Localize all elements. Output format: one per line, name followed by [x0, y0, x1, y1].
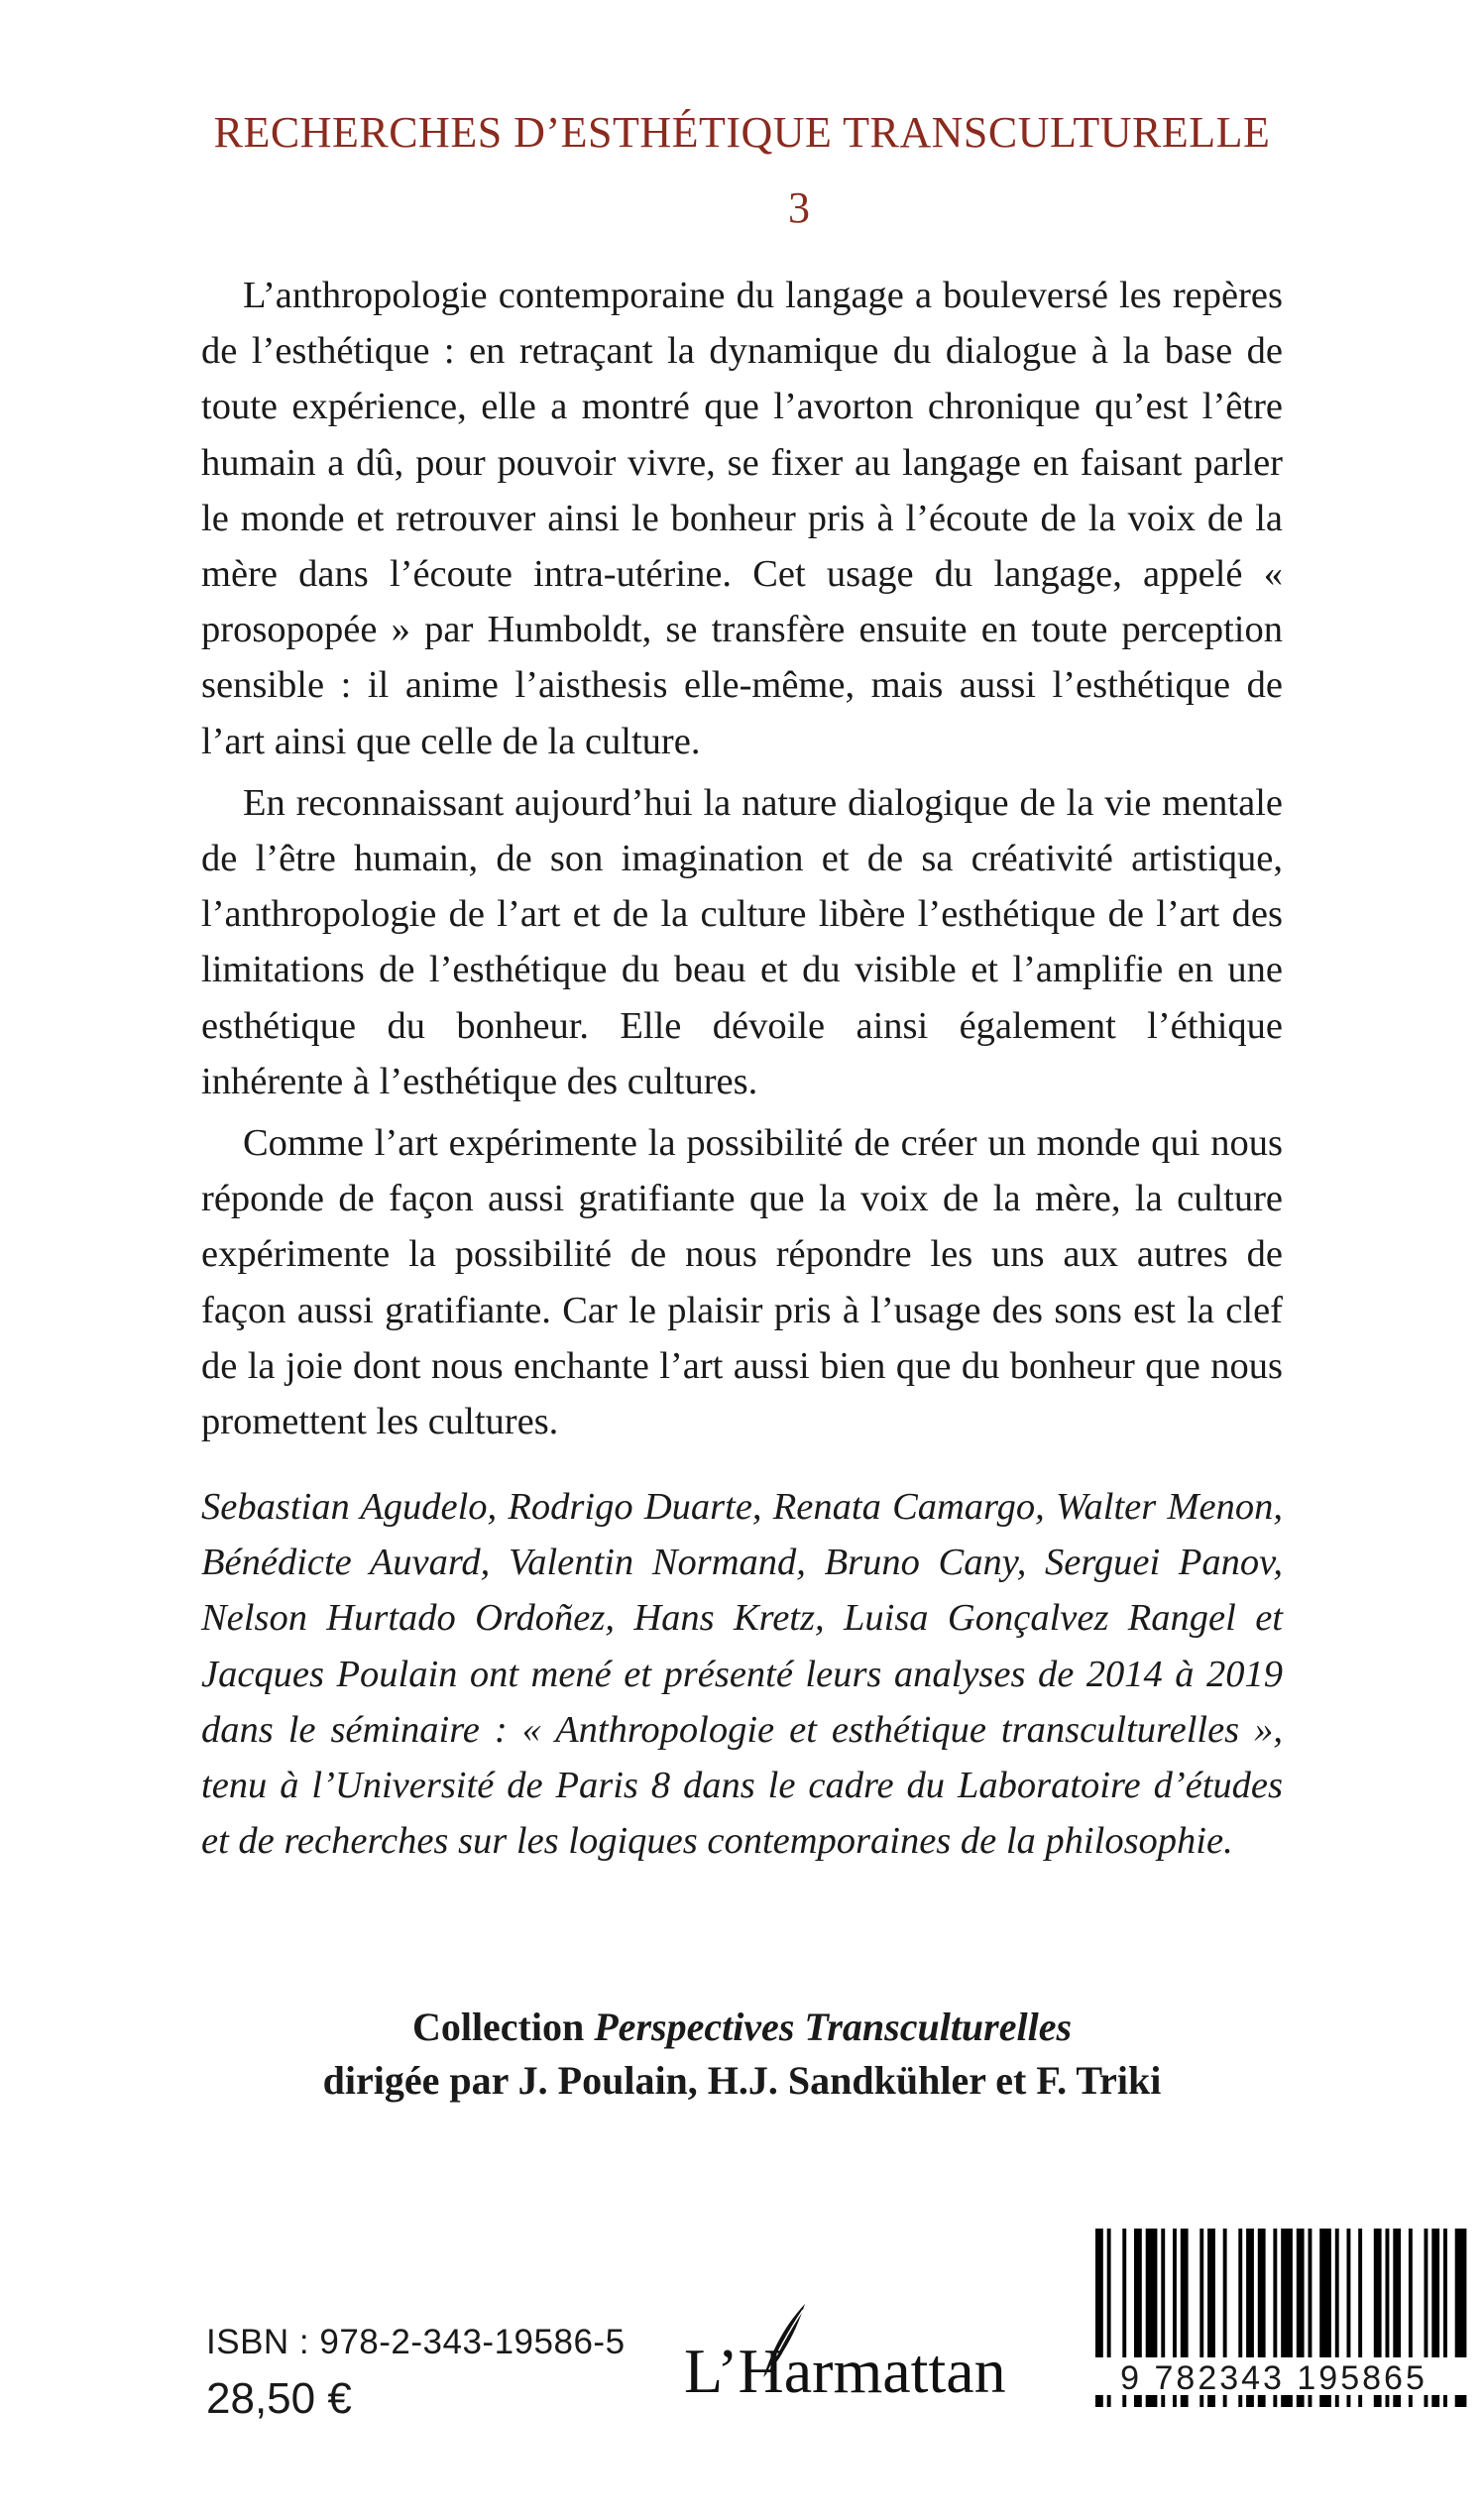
description-paragraph-2: En reconnaissant aujourd’hui la nature dialogique de la vie mentale de l’être humain, de son imagination et de sa créativité artistique, l’anthropologie de l’art et de la culture libère l’esthétique de l’art des limitations de l’esthétique du beau et du visible et l’amplifie en une esthétique du bonheur. Elle dévoile ainsi également l’éthique inhérente à l’esthétique des cultures. [201, 781, 1283, 1102]
contributors-paragraph: Sebastian Agudelo, Rodrigo Duarte, Renata Camargo, Walter Menon, Bénédicte Auvard, Valentin Normand, Bruno Cany, Serguei Panov, Nelson Hurtado Ordoñez, Hans Kretz, Luisa Gonçalvez Rangel et Jacques Poulain ont mené et présenté leurs analyses de 2014 à 2019 dans le séminaire : « Anthropologie et esthétique transculturelles », tenu à l’Université de Paris 8 dans le cadre du Laboratoire d’études et de recherches sur les logiques contemporaines de la philosophie. [201, 1486, 1283, 1863]
collection-info [0, 2001, 1484, 2108]
collection-directors: dirigée par J. Poulain, H.J. Sandkühler et F. Triki [322, 2058, 1162, 2103]
series-number: 3 [788, 183, 810, 232]
collection-name: Perspectives Transculturelles [594, 2005, 1073, 2049]
back-cover-description [201, 268, 1283, 1455]
barcode [1076, 2229, 1472, 2427]
collection-line [0, 2001, 1484, 2054]
price: 28,50 € [206, 2374, 352, 2423]
isbn: ISBN : 978-2-343-19586-5 [206, 2323, 626, 2361]
publisher-logo [684, 2300, 1011, 2429]
collection-prefix: Collection [411, 2005, 585, 2049]
series-title: RECHERCHES D’ESTHÉTIQUE TRANSCULTURELLE [213, 108, 1271, 157]
description-paragraph-1: L’anthropologie contemporaine du langage a bouleversé les repères de l’esthétique : en retraçant la dynamique du dialogue à la base de toute expérience, elle a montré que l’avorton chronique qu’est l’être humain a dû, pour pouvoir vivre, se fixer au langage en faisant parler le monde et retrouver ainsi le bonheur pris à l’écoute de la voix de la mère dans l’écoute intra-utérine. Cet usage du langage, appelé « prosopopée » par Humboldt, se transfère ensuite en toute perception sensible : il anime l’aisthesis elle-même, mais aussi l’esthétique de l’art ainsi que celle de la culture. [201, 275, 1283, 762]
barcode-number: 9 782343 195865 [1076, 2357, 1472, 2395]
publisher-name: L’Harmattan [684, 2336, 1006, 2406]
description-paragraph-3: Comme l’art expérimente la possibilité de créer un monde qui nous réponde de façon aussi gratifiante que la voix de la mère, la culture expérimente la possibilité de nous répondre les uns aux autres de façon aussi gratifiante. Car le plaisir pris à l’usage des sons est la clef de la joie dont nous enchante l’art aussi bien que du bonheur que nous promettent les cultures. [201, 1122, 1283, 1443]
